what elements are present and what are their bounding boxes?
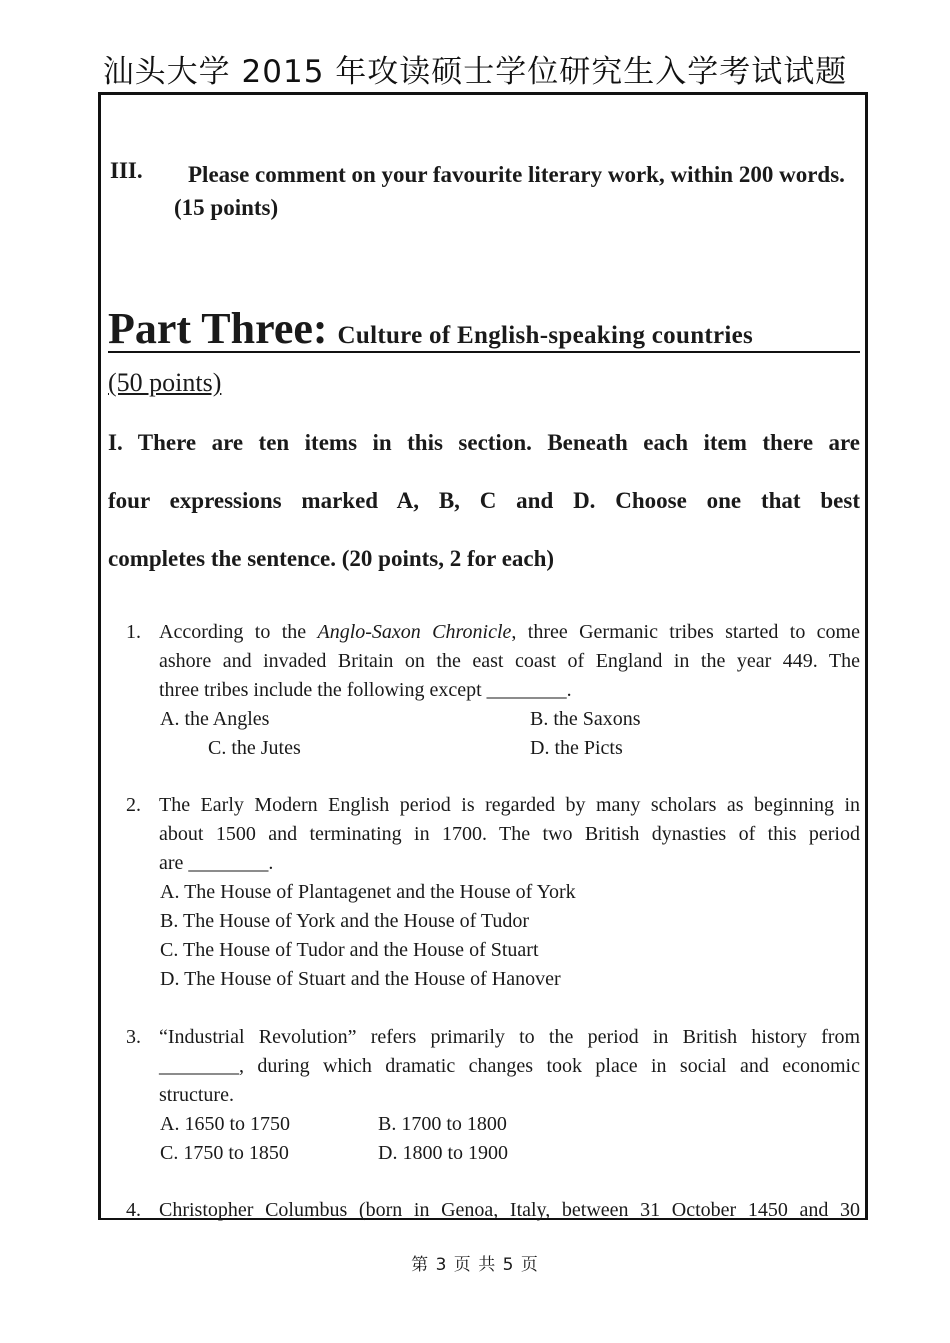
instructions-line-2: four expressions marked A, B, C and D. Choose one that best	[108, 488, 860, 513]
option-b: B. the Saxons	[530, 708, 641, 730]
section-prompt: Please comment on your favourite literary work, within 200 words. (15 points)	[174, 162, 845, 220]
instructions-line-3: completes the sentence. (20 points, 2 for each)	[108, 546, 555, 571]
option-c: C. 1750 to 1850	[160, 1142, 289, 1164]
question-text-line	[159, 618, 860, 647]
option-a: A. 1650 to 1750	[160, 1113, 290, 1135]
option-d: D. The House of Stuart and the House of Hanover	[160, 968, 561, 990]
question-number: 4.	[126, 1199, 141, 1221]
instructions-line-1: I. There are ten items in this section. Beneath each item there are	[108, 430, 860, 455]
question-text-line: are ________.	[159, 852, 274, 874]
option-d: D. the Picts	[530, 737, 623, 759]
question-text-line: ________, during which dramatic changes took place in social and economic	[159, 1055, 860, 1077]
book-title: Anglo-Saxon Chronicle	[317, 621, 512, 643]
question-text-line: “Industrial Revolution” refers primarily to the period in British history from	[159, 1026, 860, 1048]
part-points: (50 points)	[108, 368, 222, 397]
question-text-line: The Early Modern English period is regarded by many scholars as beginning in	[159, 794, 860, 816]
option-c: C. The House of Tudor and the House of Stuart	[160, 939, 539, 961]
question-text-line: about 1500 and terminating in 1700. The two British dynasties of this period	[159, 823, 860, 845]
option-a: A. The House of Plantagenet and the House of York	[160, 881, 576, 903]
page-number: 第 3 页 共 5 页	[411, 1255, 539, 1275]
question-text-segment: According to the	[159, 621, 318, 643]
option-a: A. the Angles	[160, 708, 270, 730]
question-text-line: structure.	[159, 1084, 234, 1106]
question-number: 1.	[126, 621, 141, 643]
option-c: C. the Jutes	[208, 737, 301, 759]
question-number: 2.	[126, 794, 141, 816]
question-text-segment: , three Germanic tribes started to come	[511, 621, 860, 643]
question-number: 3.	[126, 1026, 141, 1048]
part-heading	[108, 303, 860, 353]
question-text-line: ashore and invaded Britain on the east coast of England in the year 449. The	[159, 650, 860, 672]
option-b: B. The House of York and the House of Tudor	[160, 910, 530, 932]
option-b: B. 1700 to 1800	[378, 1113, 507, 1135]
section-number: III.	[110, 158, 143, 183]
part-subtitle: Culture of English-speaking countries	[337, 322, 754, 349]
question-text-line: three tribes include the following except ________.	[159, 679, 572, 701]
question-text-line: Christopher Columbus (born in Genoa, Italy, between 31 October 1450 and 30	[159, 1199, 860, 1221]
part-title: Part Three:	[108, 304, 328, 353]
option-d: D. 1800 to 1900	[378, 1142, 508, 1164]
exam-header-title: 汕头大学 2015 年攻读硕士学位研究生入学考试试题	[102, 54, 848, 90]
